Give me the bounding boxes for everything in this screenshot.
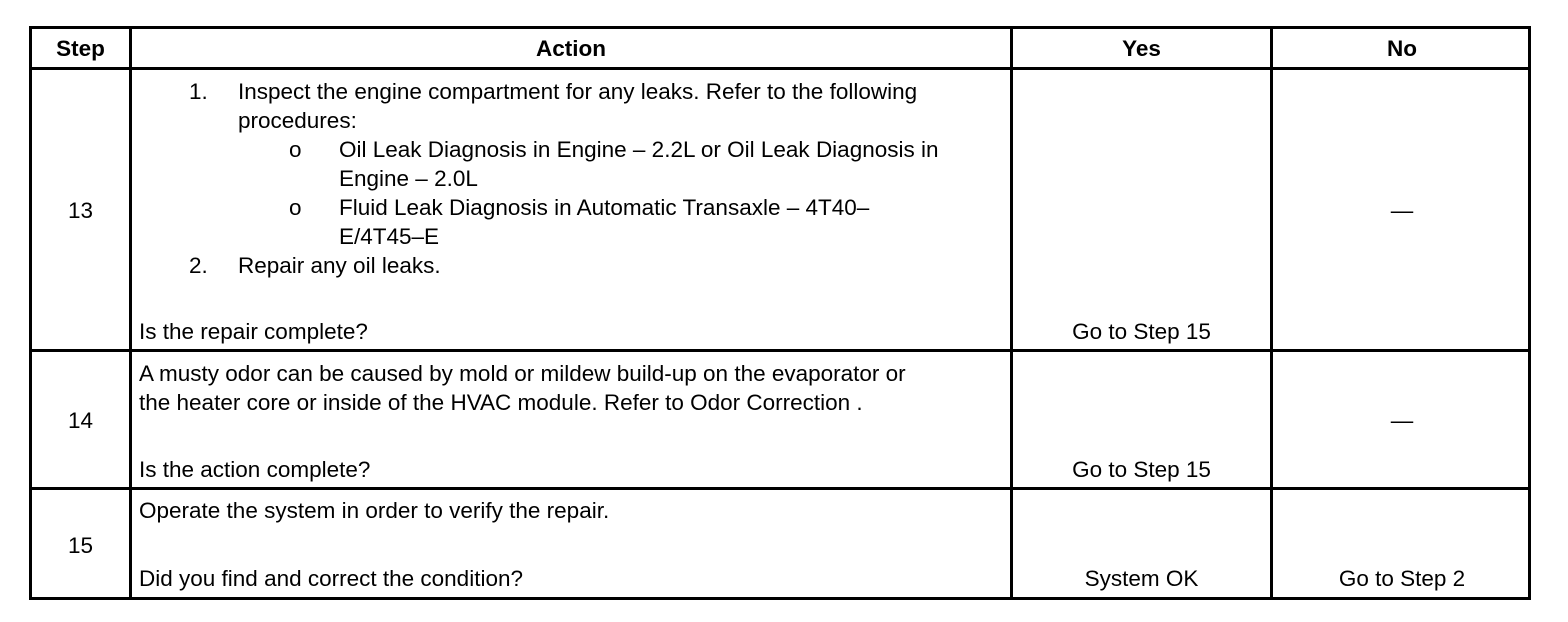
yes-result: System OK [1084, 566, 1199, 591]
action-text: Inspect the engine compartment for any leaks. Refer to the following [238, 79, 918, 104]
column-divider-yes-no [1270, 29, 1273, 597]
action-text: Fluid Leak Diagnosis in Automatic Transaxle – 4T40– [339, 195, 870, 220]
header-no: No [1387, 36, 1417, 61]
step-number: 13 [67, 198, 94, 223]
yes-result: Go to Step 15 [1072, 457, 1211, 482]
action-question: Is the repair complete? [139, 319, 368, 344]
row-divider-14 [32, 487, 1528, 490]
header-step: Step [56, 36, 105, 61]
header-action: Action [536, 36, 606, 61]
bullet-marker: o [289, 137, 302, 162]
step-number: 14 [67, 408, 94, 433]
action-question: Is the action complete? [139, 457, 371, 482]
bullet-marker: o [289, 195, 302, 220]
list-number: 2. [189, 253, 208, 278]
yes-result: Go to Step 15 [1072, 319, 1211, 344]
action-question: Did you find and correct the condition? [139, 566, 523, 591]
action-text: Oil Leak Diagnosis in Engine – 2.2L or Oil Leak Diagnosis in [339, 137, 939, 162]
diagnostic-table [29, 26, 1531, 600]
action-text: Operate the system in order to verify the repair. [139, 498, 610, 523]
list-number: 1. [189, 79, 208, 104]
action-text: A musty odor can be caused by mold or mildew build-up on the evaporator or [139, 361, 906, 386]
no-result: Go to Step 2 [1338, 566, 1466, 591]
row-divider-header [32, 67, 1528, 70]
no-result: — [1390, 198, 1414, 223]
action-text: E/4T45–E [339, 224, 440, 249]
header-yes: Yes [1122, 36, 1161, 61]
action-text: Repair any oil leaks. [238, 253, 441, 278]
action-text: Engine – 2.0L [339, 166, 478, 191]
no-result: — [1390, 408, 1414, 433]
action-text: procedures: [238, 108, 357, 133]
action-text: the heater core or inside of the HVAC module. Refer to Odor Correction . [139, 390, 863, 415]
column-divider-step-action [129, 29, 132, 597]
column-divider-action-yes [1010, 29, 1013, 597]
row-divider-13 [32, 349, 1528, 352]
step-number: 15 [67, 533, 94, 558]
